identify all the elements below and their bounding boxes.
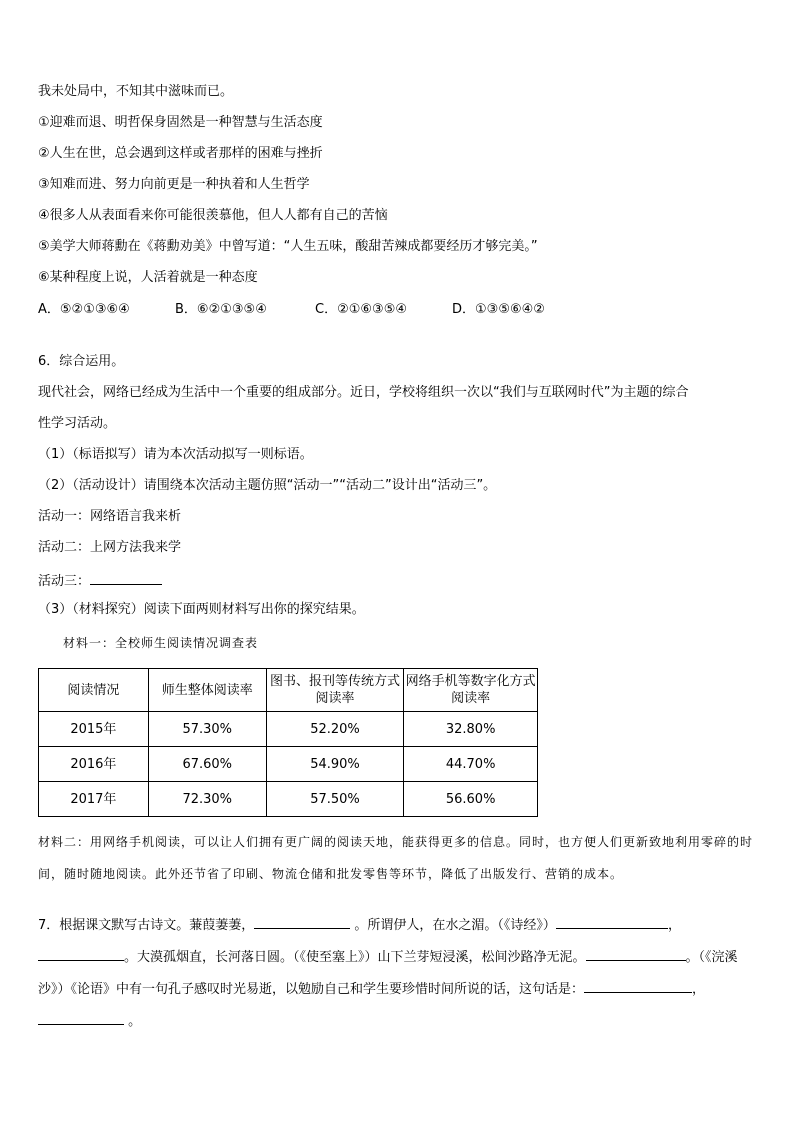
table-cell: 2016年 — [39, 747, 149, 782]
q7-blank-6[interactable] — [38, 1010, 124, 1025]
choice-a[interactable]: A．⑤②①③⑥④ — [38, 302, 130, 317]
passage-line-3: ③知难而进、努力向前更是一种执着和人生哲学 — [38, 177, 310, 192]
table-cell: 52.20% — [266, 712, 404, 747]
q7-blank-4[interactable] — [586, 946, 686, 961]
table-header: 阅读情况 — [39, 669, 149, 712]
table-header-row — [39, 669, 538, 712]
passage-line-4: ④很多人从表面看来你可能很羡慕他，但人人都有自己的苦恼 — [38, 208, 388, 223]
activity-two: 活动二：上网方法我来学 — [38, 540, 182, 555]
q6-sub3: （3）（材料探究）阅读下面两则材料写出你的探究结果。 — [38, 602, 365, 617]
activity-three-label: 活动三： — [38, 574, 91, 589]
q6-sub1: （1）（标语拟写）请为本次活动拟写一则标语。 — [38, 447, 313, 462]
passage-line-1: ①迎难而退、明哲保身固然是一种智慧与生活态度 — [38, 115, 323, 130]
q6-sub2: （2）（活动设计）请围绕本次活动主题仿照“活动一”“活动二”设计出“活动三”。 — [38, 478, 497, 493]
table-header: 图书、报刊等传统方式阅读率 — [266, 669, 404, 712]
q7-text: 。 — [128, 1014, 142, 1029]
q6-intro-line1: 现代社会，网络已经成为生活中一个重要的组成部分。近日，学校将组织一次以“我们与互联网时代”为主题的综合 — [38, 385, 689, 400]
choice-b[interactable]: B．⑥②①③⑤④ — [175, 302, 267, 317]
table-header: 网络手机等数字化方式阅读率 — [404, 669, 538, 712]
material2-text: 材料二：用网络手机阅读，可以让人们拥有更广阔的阅读天地，能获得更多的信息。同时，也方便人们更新致地利用零碎的时间，随时随地阅读。此外还节省了印刷、物流仓储和批发零售等环节，降低了出版发行、营销的成本。 — [38, 835, 754, 881]
passage-line-5: ⑤美学大师蒋勳在《蒋勳劝美》中曾写道：“人生五味，酸甜苦辣成都要经历才够完美。” — [38, 239, 538, 254]
q7-blank-1[interactable] — [254, 914, 350, 929]
table-cell: 32.80% — [404, 712, 538, 747]
table-cell: 2015年 — [39, 712, 149, 747]
table-cell: 57.30% — [148, 712, 266, 747]
choice-c[interactable]: C．②①⑥③⑤④ — [315, 302, 408, 317]
table-cell: 72.30% — [148, 782, 266, 817]
table-row — [39, 712, 538, 747]
passage-line-2: ②人生在世，总会遇到这样或者那样的困难与挫折 — [38, 146, 323, 161]
reading-survey-table — [38, 668, 538, 817]
q7-text: 。所谓伊人，在水之湄。（《诗经》） — [354, 918, 556, 933]
table-cell: 2017年 — [39, 782, 149, 817]
table-cell: 44.70% — [404, 747, 538, 782]
q7-text: 。大漠孤烟直，长河落日圆。（《使至塞上》）山下兰芽短浸溪，松间沙路净无泥。 — [124, 950, 586, 965]
activity-one: 活动一：网络语言我来析 — [38, 509, 182, 524]
q7-text: 。（《浣溪沙》）《论语》中有一句孔子感叹时光易逝，以勉励自己和学生要珍惜时间所说的话，这句话是： — [38, 950, 738, 997]
passage-line-0: 我未处局中，不知其中滋味而已。 — [38, 84, 234, 99]
table-row — [39, 747, 538, 782]
table-cell: 56.60% — [404, 782, 538, 817]
table-header: 师生整体阅读率 — [148, 669, 266, 712]
q7-text: 7．根据课文默写古诗文。蒹葭萋萋， — [38, 918, 255, 933]
table-cell: 54.90% — [266, 747, 404, 782]
table-row — [39, 782, 538, 817]
choice-d[interactable]: D．①③⑤⑥④② — [452, 302, 545, 317]
table-cell: 57.50% — [266, 782, 404, 817]
q7-blank-3[interactable] — [38, 946, 124, 961]
q6-title: 6．综合运用。 — [38, 354, 125, 369]
activity-three-blank[interactable] — [90, 570, 162, 585]
q7-paragraph — [38, 910, 760, 1038]
passage-line-6: ⑥某种程度上说，人活着就是一种态度 — [38, 270, 258, 285]
table-cell: 67.60% — [148, 747, 266, 782]
activity-three — [38, 570, 162, 591]
material1-title: 材料一：全校师生阅读情况调查表 — [63, 636, 259, 650]
q7-blank-5[interactable] — [584, 978, 692, 993]
q6-intro-line2: 性学习活动。 — [38, 416, 117, 431]
q7-text: ， — [667, 918, 681, 933]
q7-blank-2[interactable] — [556, 914, 668, 929]
q7-text: ， — [692, 982, 706, 997]
